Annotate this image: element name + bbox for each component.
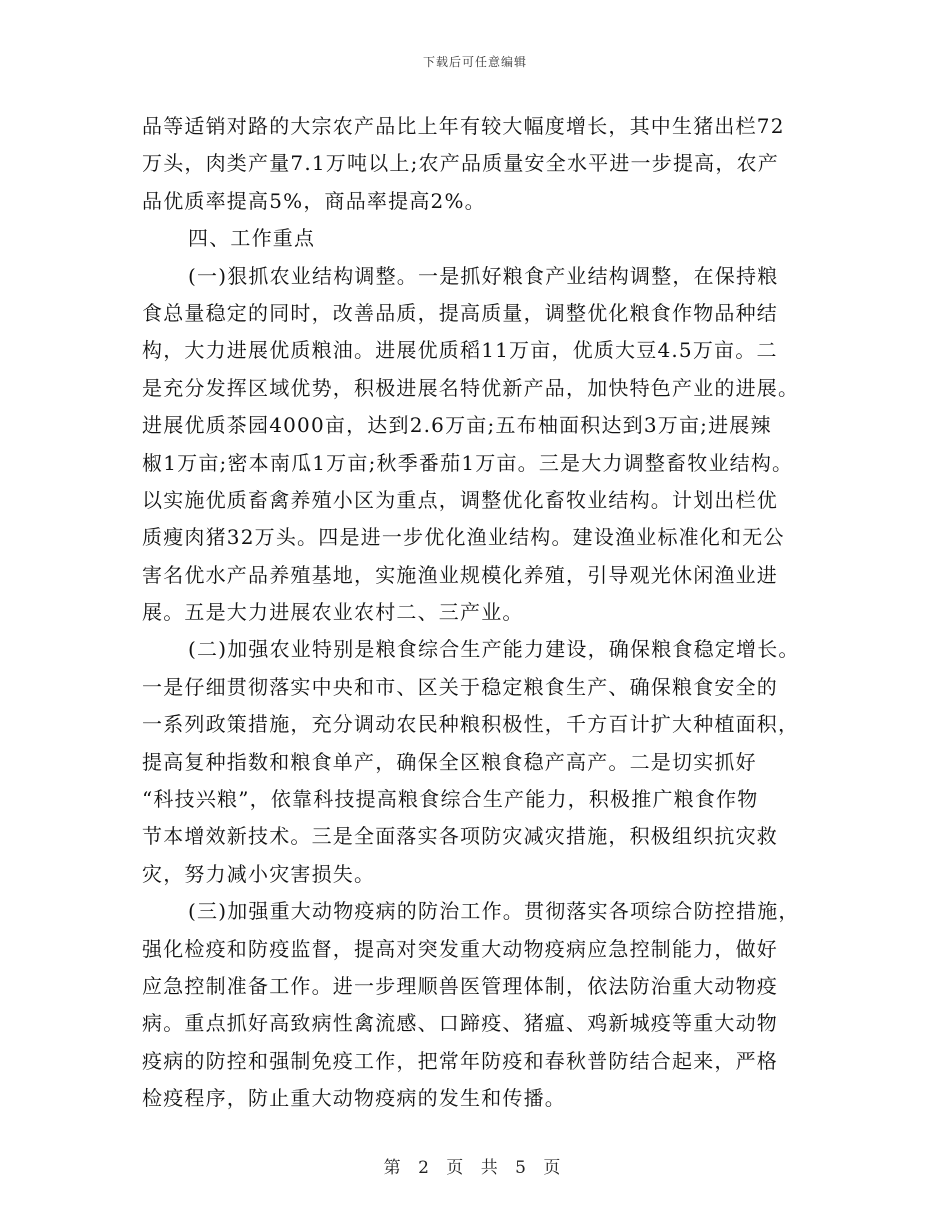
text-line: 食总量稳定的同时，改善品质，提高质量，调整优化粮食作物品种结 bbox=[142, 300, 778, 325]
text-line: 节本增效新技术。三是全面落实各项防灾减灾措施，积极组织抗灾救 bbox=[142, 824, 778, 849]
page-number-footer: 第 2 页 共 5 页 bbox=[383, 1158, 567, 1178]
text-line: 展。五是大力进展农业农村二、三产业。 bbox=[142, 600, 524, 625]
text-line: 害名优水产品养殖基地，实施渔业规模化养殖，引导观光休闲渔业进 bbox=[142, 562, 778, 587]
text-line: 质瘦肉猪32万头。四是进一步优化渔业结构。建设渔业标准化和无公 bbox=[142, 525, 785, 550]
text-line: 病。重点抓好高致病性禽流感、口蹄疫、猪瘟、鸡新城疫等重大动物 bbox=[142, 1011, 778, 1036]
text-line: (一)狠抓农业结构调整。一是抓好粮食产业结构调整，在保持粮 bbox=[188, 263, 779, 288]
text-line: 构，大力进展优质粮油。进展优质稻11万亩，优质大豆4.5万亩。二 bbox=[142, 338, 778, 363]
text-line: 是充分发挥区域优势，积极进展名特优新产品，加快特色产业的进展。 bbox=[142, 375, 800, 400]
text-line: 一是仔细贯彻落实中央和市、区关于稳定粮食生产、确保粮食安全的 bbox=[142, 674, 778, 699]
text-line: 万头，肉类产量7.1万吨以上;农产品质量安全水平进一步提高，农产 bbox=[142, 151, 779, 176]
text-line: 应急控制准备工作。进一步理顺兽医管理体制，依法防治重大动物疫 bbox=[142, 973, 778, 998]
text-line: 椒1万亩;密本南瓜1万亩;秋季番茄1万亩。三是大力调整畜牧业结构。 bbox=[142, 450, 794, 475]
header-note: 下载后可任意编辑 bbox=[422, 55, 527, 69]
text-line: (三)加强重大动物疫病的防治工作。贯彻落实各项综合防控措施， bbox=[188, 899, 800, 924]
text-line: 进展优质茶园4000亩，达到2.6万亩;五布柚面积达到3万亩;进展辣 bbox=[142, 413, 772, 438]
text-line: (二)加强农业特别是粮食综合生产能力建设，确保粮食稳定增长。 bbox=[188, 637, 800, 662]
text-line: 提高复种指数和粮食单产，确保全区粮食稳产高产。二是切实抓好 bbox=[142, 749, 757, 774]
text-line: 四、工作重点 bbox=[188, 226, 316, 251]
text-line: 灾，努力减小灾害损失。 bbox=[142, 861, 376, 886]
text-line: 一系列政策措施，充分调动农民种粮积极性，千方百计扩大种植面积， bbox=[142, 712, 800, 737]
text-line: 疫病的防控和强制免疫工作，把常年防疫和春秋普防结合起来，严格 bbox=[142, 1048, 778, 1073]
text-line: 品等适销对路的大宗农产品比上年有较大幅度增长，其中生猪出栏72 bbox=[142, 114, 785, 138]
text-line: 强化检疫和防疫监督，提高对突发重大动物疫病应急控制能力，做好 bbox=[142, 936, 778, 961]
body-text bbox=[142, 108, 814, 1118]
text-line: 检疫程序，防止重大动物疫病的发生和传播。 bbox=[142, 1086, 566, 1111]
text-line: 品优质率提高5%，商品率提高2%。 bbox=[142, 188, 486, 213]
text-line: 以实施优质畜禽养殖小区为重点，调整优化畜牧业结构。计划出栏优 bbox=[142, 487, 778, 512]
text-line: “科技兴粮”，依靠科技提高粮食综合生产能力，积极推广粮食作物 bbox=[142, 787, 759, 812]
